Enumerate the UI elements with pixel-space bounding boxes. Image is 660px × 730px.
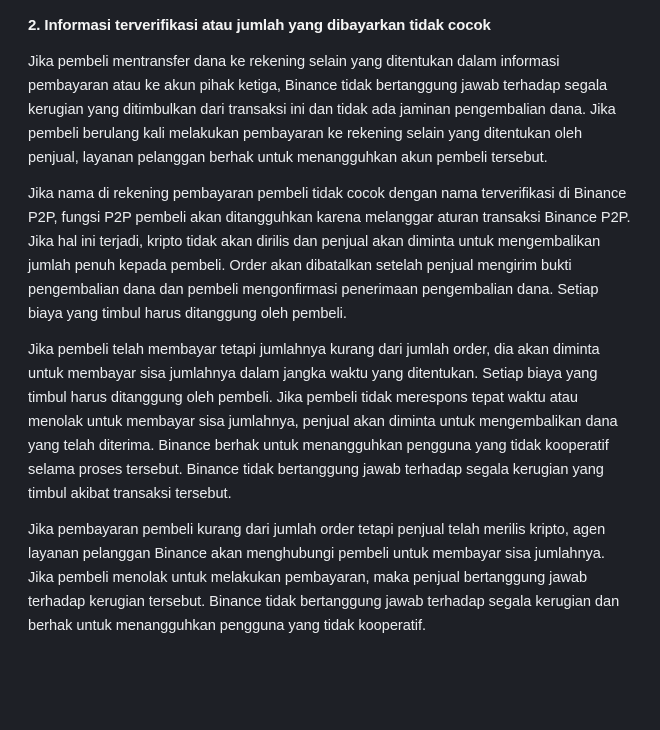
paragraph-wrong-account: Jika pembeli mentransfer dana ke rekening selain yang ditentukan dalam informasi pembayaran atau ke akun pihak ketiga, Binance tidak bertanggung jawab terhadap segala kerugian yang ditimbulkan dari transaksi ini dan tidak ada jaminan pengembalian dana. Jika pembeli berulang kali melakukan pembayaran ke rekening selain yang ditentukan oleh penjual, layanan pelanggan berhak untuk menangguhkan akun pembeli tersebut. bbox=[28, 54, 616, 166]
paragraph-underpayment: Jika pembeli telah membayar tetapi jumlahnya kurang dari jumlah order, dia akan diminta untuk membayar sisa jumlahnya dalam jangka waktu yang ditentukan. Setiap biaya yang timbul harus ditanggung oleh pembeli. Jika pembeli tidak merespons tepat waktu atau menolak untuk membayar sisa jumlahnya, penjual akan diminta untuk mengembalikan dana yang telah diterima. Binance berhak untuk menangguhkan pengguna yang tidak kooperatif selama proses tersebut. Binance tidak bertanggung jawab terhadap segala kerugian yang timbul akibat transaksi tersebut. bbox=[28, 342, 618, 502]
section-title: 2. Informasi terverifikasi atau jumlah yang dibayarkan tidak cocok bbox=[28, 17, 491, 34]
article-section bbox=[28, 14, 632, 638]
paragraph-name-mismatch: Jika nama di rekening pembayaran pembeli tidak cocok dengan nama terverifikasi di Binance P2P, fungsi P2P pembeli akan ditangguhkan karena melanggar aturan transaksi Binance P2P. Jika hal ini terjadi, kripto tidak akan dirilis dan penjual akan diminta untuk mengembalikan jumlah penuh kepada pembeli. Order akan dibatalkan setelah penjual mengirim bukti pengembalian dana dan pembeli mengonfirmasi penerimaan pengembalian dana. Setiap biaya yang timbul harus ditanggung oleh pembeli. bbox=[28, 186, 631, 322]
paragraph-underpayment-released: Jika pembayaran pembeli kurang dari jumlah order tetapi penjual telah merilis kripto, agen layanan pelanggan Binance akan menghubungi pembeli untuk membayar sisa jumlahnya. Jika pembeli menolak untuk melakukan pembayaran, maka penjual bertanggung jawab terhadap kerugian tersebut. Binance tidak bertanggung jawab terhadap segala kerugian dan berhak untuk menangguhkan pengguna yang tidak kooperatif. bbox=[28, 522, 620, 634]
